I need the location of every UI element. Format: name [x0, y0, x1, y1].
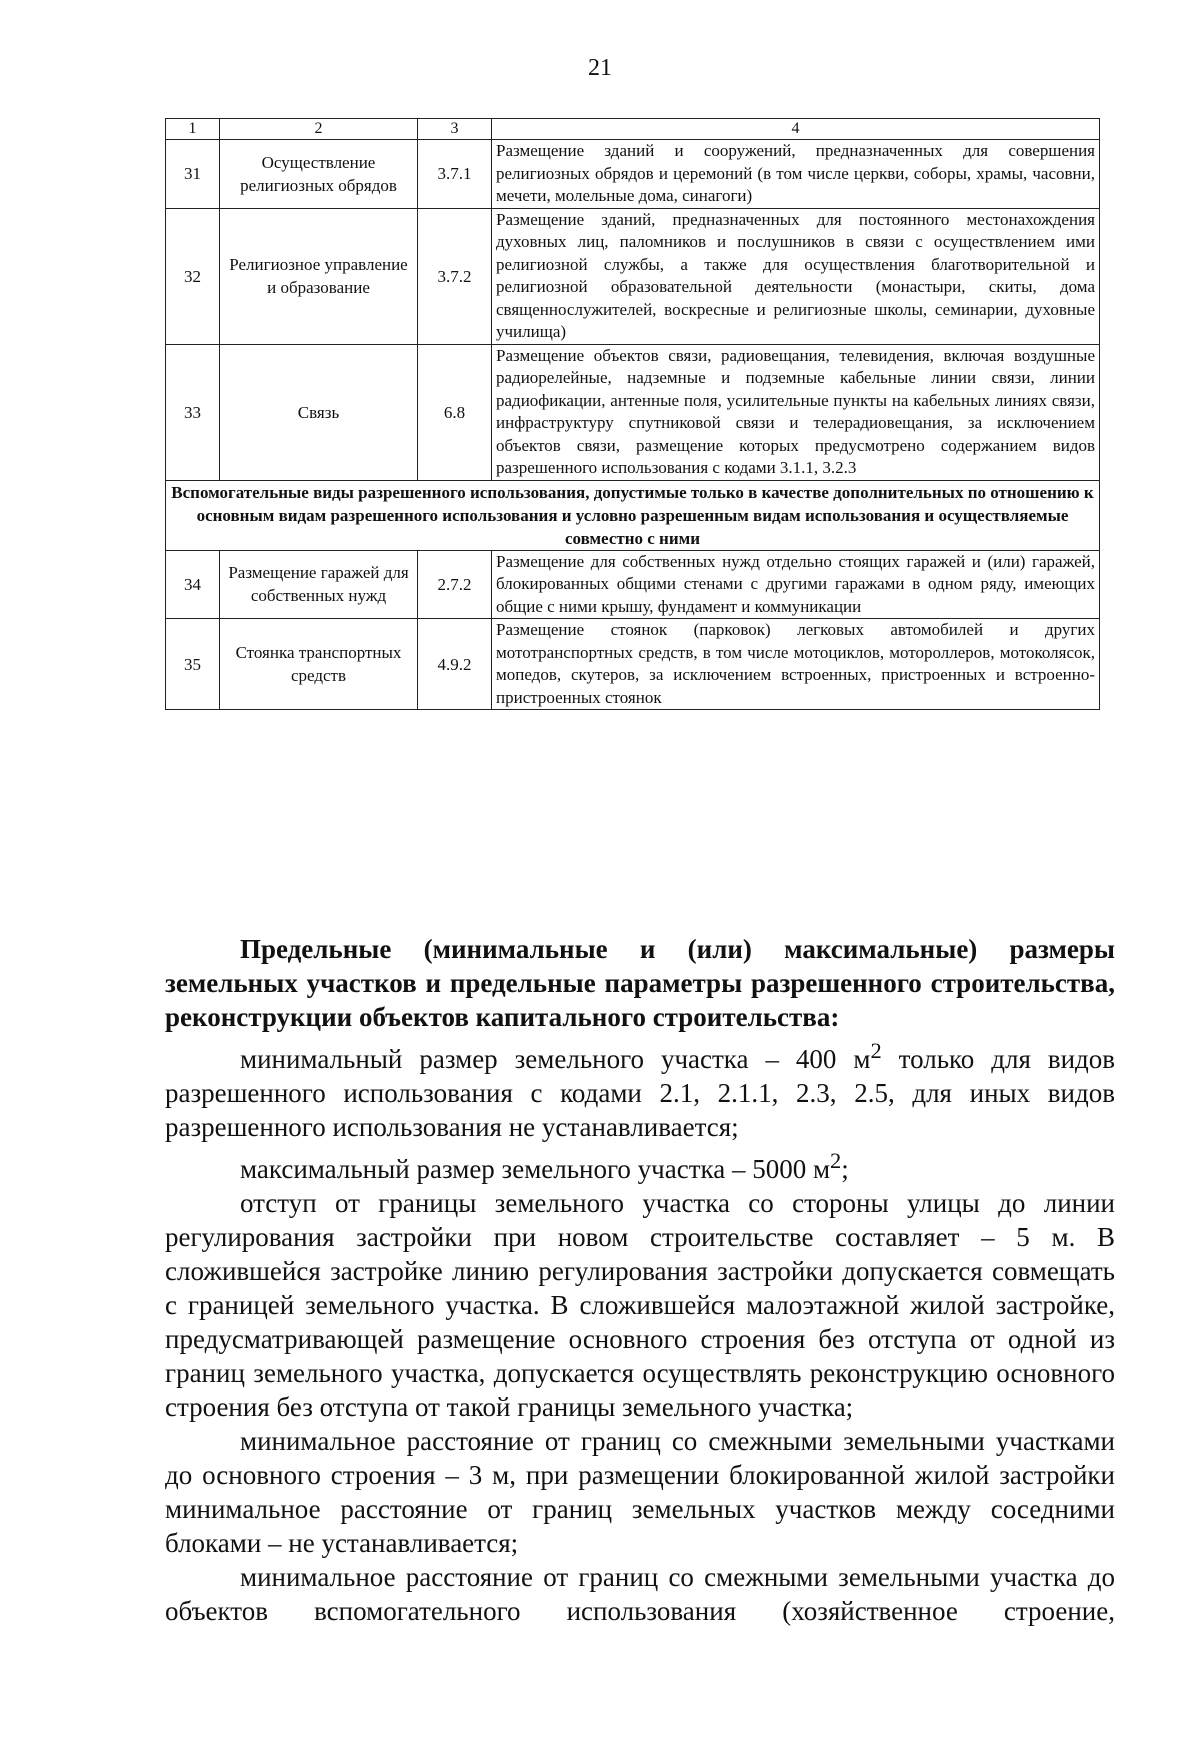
row-code: 2.7.2: [418, 550, 492, 619]
row-number: 31: [166, 140, 220, 209]
paragraph-max-area: [165, 1144, 1115, 1186]
max-area-text-end: ;: [841, 1154, 849, 1184]
row-description: Размещение для собственных нужд отдельно стоящих гаражей и (или) гаражей, блокированных общими стенами с другими гаражами в одном ряду, имеющих общие с ними крышу, фундамент и коммуникации: [492, 550, 1100, 619]
column-header-4: 4: [492, 119, 1100, 140]
row-description: Размещение зданий, предназначенных для постоянного местонахождения духовных лиц, паломников и послушников в связи с осуществлением ими религиозной службы, а также для осуществления благотворительной и религиозной образовательной деятельности (монастыри, скиты, дома священнослужителей, воскресные и религиозные школы, семинарии, духовные училища): [492, 208, 1100, 344]
section-header-text: Вспомогательные виды разрешенного использования, допустимые только в качестве дополнительных по отношению к основным видам разрешенного использования и условно разрешенным видам использования и осуществляемые совместно с ними: [166, 480, 1100, 550]
row-description: Размещение стоянок (парковок) легковых автомобилей и других мототранспортных средств, в том числе мотоциклов, мотороллеров, мотоколясок, мопедов, скутеров, за исключением встроенных, пристроенных и встроенно-пристроенных стоянок: [492, 619, 1100, 710]
table-body-aux: [166, 550, 1100, 710]
table-section-header: [166, 480, 1100, 550]
table-row: [166, 550, 1100, 619]
row-number: 32: [166, 208, 220, 344]
row-description: Размещение объектов связи, радиовещания, телевидения, включая воздушные радиорелейные, надземные и подземные кабельные линии связи, линии радиофикации, антенные поля, усилительные пункты на кабельных линиях связи, инфраструктуру спутниковой связи и телерадиовещания, за исключением объектов связи, размещение которых предусмотрено содержанием видов разрешенного использования с кодами 3.1.1, 3.2.3: [492, 344, 1100, 480]
row-code: 4.9.2: [418, 619, 492, 710]
max-area-text: максимальный размер земельного участка – 5000 м: [240, 1154, 831, 1184]
max-area-superscript: 2: [830, 1148, 842, 1173]
row-number: 33: [166, 344, 220, 480]
row-name: Осуществление религиозных обрядов: [220, 140, 418, 209]
row-code: 3.7.1: [418, 140, 492, 209]
min-area-superscript: 2: [870, 1038, 882, 1063]
row-name: Религиозное управление и образование: [220, 208, 418, 344]
row-description: Размещение зданий и сооружений, предназначенных для совершения религиозных обрядов и церемоний (в том числе церкви, соборы, храмы, часовни, мечети, молельные дома, синагоги): [492, 140, 1100, 209]
page-number: 21: [588, 55, 612, 81]
table-row: [166, 619, 1100, 710]
paragraph-min-area: [165, 1034, 1115, 1144]
row-name: Связь: [220, 344, 418, 480]
table-header-row: [166, 119, 1100, 140]
table-row: [166, 208, 1100, 344]
row-name: Стоянка транспортных средств: [220, 619, 418, 710]
row-code: 6.8: [418, 344, 492, 480]
column-header-1: 1: [166, 119, 220, 140]
section-header-row: [166, 480, 1100, 550]
column-header-3: 3: [418, 119, 492, 140]
section-heading: Предельные (минимальные и (или) максимальные) размеры земельных участков и предельные параметры разрешенного строительства, реконструкции объектов капитального строительства:: [165, 934, 1115, 1032]
document-body: [165, 932, 1115, 1628]
paragraph-setback: отступ от границы земельного участка со стороны улицы до линии регулирования застройки при новом строительстве составляет – 5 м. В сложившейся застройке линию регулирования застройки допускается совмещать с границей земельного участка. В сложившейся малоэтажной жилой застройке, предусматривающей размещение основного строения без отступа от одной из границ земельного участка, допускается осуществлять реконструкцию основного строения без отступа от такой границы земельного участка;: [165, 1188, 1115, 1422]
table-row: [166, 140, 1100, 209]
row-code: 3.7.2: [418, 208, 492, 344]
column-header-2: 2: [220, 119, 418, 140]
land-use-table: [165, 118, 1100, 710]
table-body-main: [166, 119, 1100, 481]
paragraph-min-distance-main: минимальное расстояние от границ со смежными земельными участками до основного строения – 3 м, при размещении блокированной жилой застройки минимальное расстояние от границ земельных участков между соседними блоками – не устанавливается;: [165, 1426, 1115, 1558]
row-number: 34: [166, 550, 220, 619]
min-area-text-end: только для видов разрешенного использования с кодами 2.1, 2.1.1, 2.3, 2.5, для иных видов разрешенного использования не устанавливается;: [165, 1044, 1116, 1142]
row-number: 35: [166, 619, 220, 710]
table-row: [166, 344, 1100, 480]
min-area-text: минимальный размер земельного участка – 400 м: [240, 1044, 871, 1074]
row-name: Размещение гаражей для собственных нужд: [220, 550, 418, 619]
paragraph-min-distance-aux: минимальное расстояние от границ со смежными земельными участка до объектов вспомогательного использования (хозяйственное строение,: [165, 1562, 1115, 1626]
